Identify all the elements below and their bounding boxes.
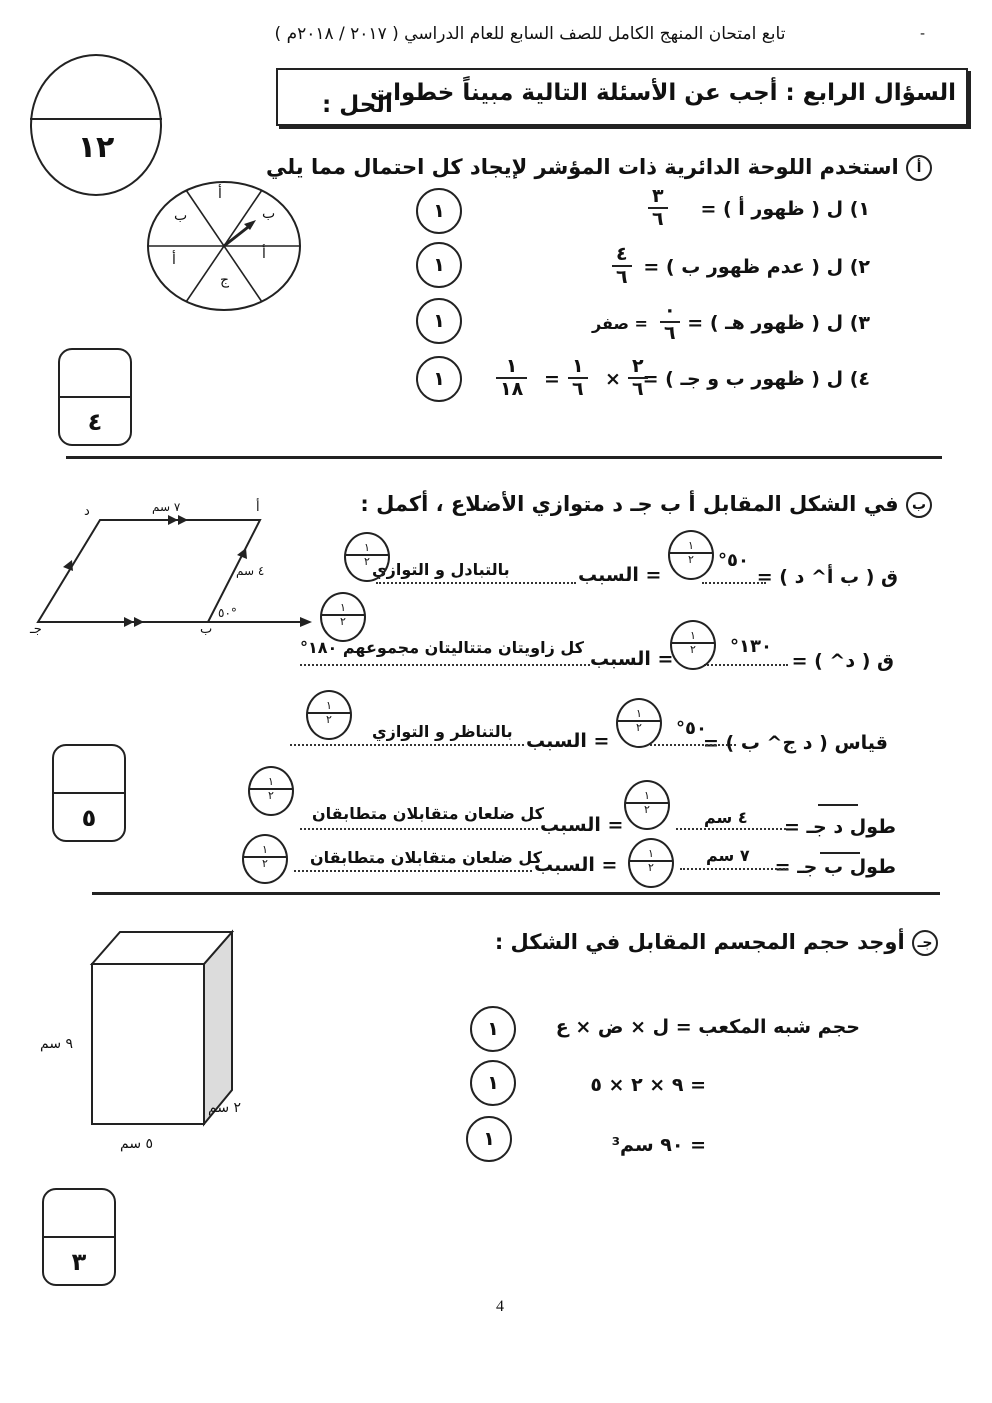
side-row-1-reason: كل ضلعان متقابلان متطابقان bbox=[312, 804, 544, 823]
prob-item-3-rhs: = صفر bbox=[592, 314, 648, 333]
angle-row-2-reason: كل زاويتان متتاليتان مجموعهم ١٨٠° bbox=[300, 638, 584, 657]
spinner-label: أ bbox=[262, 246, 266, 262]
side-label-right: ٤ سم bbox=[236, 564, 265, 578]
cuboid-height-label: ٩ سم bbox=[40, 1036, 74, 1052]
answer-dots bbox=[702, 582, 766, 584]
volume-line-1-mark: ١ bbox=[470, 1006, 516, 1052]
side-label-top: ٧ سم bbox=[152, 500, 181, 514]
answer-dots bbox=[290, 744, 524, 746]
angle-row-3-reason: بالتناظر و التوازي bbox=[372, 722, 513, 741]
cuboid-width-label: ٥ سم bbox=[120, 1136, 154, 1152]
volume-line-3: = ٩٠ سم³ bbox=[611, 1134, 706, 1156]
answer-dots bbox=[680, 868, 788, 870]
total-score: ١٢ bbox=[77, 130, 115, 165]
corner-mark: - bbox=[920, 26, 926, 42]
half-mark: $\frac{١}{٢}$ bbox=[624, 780, 670, 830]
section-c-marker: جـ bbox=[912, 930, 938, 956]
prob-item-1-lhs: ١) ل ( ظهور أ ) = bbox=[700, 198, 870, 220]
prob-item-4-frac-a: $\frac{٢}{٦}$ bbox=[628, 356, 648, 400]
side-row-2-reason: كل ضلعان متقابلان متطابقان bbox=[310, 848, 542, 867]
side-row-1-lhs: طول د جـ = bbox=[784, 816, 896, 838]
angle-row-1-reason-label: = السبب bbox=[578, 564, 662, 586]
section-b-marker: ب bbox=[906, 492, 932, 518]
half-mark: $\frac{١}{٢}$ bbox=[306, 690, 352, 740]
prob-item-2-lhs: ٢) ل ( عدم ظهور ب ) = bbox=[643, 256, 870, 278]
vertex-label-c: جـ bbox=[30, 622, 42, 637]
question-title: السؤال الرابع : أجب عن الأسئلة التالية مبيناً خطوات bbox=[369, 80, 956, 106]
parallelogram-figure bbox=[28, 494, 318, 644]
section-a-prompt: أ استخدم اللوحة الدائرية ذات المؤشر لإيجاد كل احتمال مما يلي bbox=[266, 155, 932, 181]
side-row-1-reason-label: = السبب bbox=[540, 814, 624, 836]
half-mark: $\frac{١}{٢}$ bbox=[320, 592, 366, 642]
prob-item-3-mark: ١ bbox=[416, 298, 462, 344]
section-a-score-box: ٤ bbox=[58, 348, 132, 446]
volume-line-2-mark: ١ bbox=[470, 1060, 516, 1106]
prob-item-3-lhs: ٣) ل ( ظهور هـ ) = bbox=[687, 312, 870, 334]
divider-line bbox=[66, 456, 942, 459]
spinner-figure bbox=[146, 180, 306, 312]
side-row-1-value: ٤ سم bbox=[704, 808, 748, 827]
exam-header: تابع امتحان المنهج الكامل للصف السابع للعام الدراسي ( ٢٠١٧ / ٢٠١٨م ) bbox=[274, 24, 786, 44]
prob-item-4-frac-b: $\frac{١}{٦}$ bbox=[568, 356, 588, 400]
answer-dots bbox=[300, 828, 538, 830]
prob-item-4-eq: = bbox=[544, 368, 560, 390]
prob-item-1-mark: ١ bbox=[416, 188, 462, 234]
spinner-label: أ bbox=[172, 252, 176, 268]
side-row-2-lhs: طول ب جـ = bbox=[774, 856, 896, 878]
angle-row-2-lhs: ق ( د^ ) = bbox=[791, 650, 894, 672]
answer-dots bbox=[704, 664, 788, 666]
angle-row-1-value: ٥٠° bbox=[718, 550, 749, 571]
prob-item-4-lhs: ٤) ل ( ظهور ب و جـ ) = bbox=[642, 368, 870, 390]
total-score-oval bbox=[30, 54, 162, 196]
parallel-mark bbox=[178, 515, 188, 525]
parallel-mark bbox=[63, 560, 73, 571]
total-score-divider bbox=[30, 118, 162, 120]
page-number: 4 bbox=[496, 1298, 504, 1315]
angle-row-2-reason-label: = السبب bbox=[590, 648, 674, 670]
half-mark: $\frac{١}{٢}$ bbox=[242, 834, 288, 884]
section-b-score-box: ٥ bbox=[52, 744, 126, 842]
spinner-label: ج bbox=[220, 272, 230, 288]
prob-item-4-mark: ١ bbox=[416, 356, 462, 402]
prob-item-1-frac: $\frac{٣}{٦}$ bbox=[648, 186, 668, 230]
segment-bar bbox=[820, 852, 860, 854]
divider-line bbox=[92, 892, 940, 895]
angle-row-3-lhs: قياس ( د ج^ ب ) = bbox=[703, 732, 888, 754]
prob-item-4-times: × bbox=[605, 368, 621, 390]
half-mark: $\frac{١}{٢}$ bbox=[248, 766, 294, 816]
volume-line-2: = ٩ × ٢ × ٥ bbox=[590, 1074, 706, 1096]
answer-dots bbox=[300, 664, 590, 666]
answer-dots bbox=[676, 828, 786, 830]
half-mark: $\frac{١}{٢}$ bbox=[670, 620, 716, 670]
question-title-end: الحل : bbox=[322, 92, 393, 118]
spinner-label: ب bbox=[262, 206, 276, 222]
extended-line-arrow bbox=[300, 617, 312, 627]
side-row-2-value: ٧ سم bbox=[706, 846, 750, 865]
volume-line-1: حجم شبه المكعب = ل × ض × ع bbox=[555, 1016, 860, 1038]
prob-item-2-mark: ١ bbox=[416, 242, 462, 288]
vertex-label-d: د bbox=[84, 504, 90, 519]
side-row-2-reason-label: = السبب bbox=[534, 854, 618, 876]
angle-row-3-value: ٥٠° bbox=[676, 718, 707, 739]
parallel-mark bbox=[124, 617, 134, 627]
angle-row-1-reason: بالتبادل و التوازي bbox=[372, 560, 510, 579]
answer-dots bbox=[376, 582, 576, 584]
section-a-marker: أ bbox=[906, 155, 932, 181]
parallel-mark bbox=[168, 515, 178, 525]
cuboid-front bbox=[92, 964, 204, 1124]
parallel-mark bbox=[134, 617, 144, 627]
half-mark: $\frac{١}{٢}$ bbox=[628, 838, 674, 888]
prob-item-3-frac: $\frac{٠}{٦}$ bbox=[660, 300, 680, 344]
half-mark: $\frac{١}{٢}$ bbox=[668, 530, 714, 580]
half-mark: $\frac{١}{٢}$ bbox=[616, 698, 662, 748]
answer-dots bbox=[650, 744, 736, 746]
angle-row-1-lhs: ق ( ب أ^ د ) = bbox=[756, 566, 898, 588]
section-b-prompt: ب في الشكل المقابل أ ب جـ د متوازي الأضلاع ، أكمل : bbox=[360, 492, 932, 518]
vertex-label-a: أ bbox=[256, 500, 260, 515]
cuboid-side bbox=[204, 932, 232, 1124]
prob-item-4-frac-c: $\frac{١}{١٨}$ bbox=[496, 356, 527, 400]
vertex-label-b: ب bbox=[200, 622, 213, 637]
volume-line-3-mark: ١ bbox=[466, 1116, 512, 1162]
half-mark: $\frac{١}{٢}$ bbox=[344, 532, 390, 582]
angle-row-2-value: ١٣٠° bbox=[730, 636, 772, 657]
answer-dots bbox=[294, 870, 532, 872]
angle-label: ٥٠° bbox=[218, 606, 237, 620]
cuboid-depth-label: ٢ سم bbox=[208, 1100, 242, 1116]
spinner-label: ب bbox=[174, 208, 188, 224]
section-c-score-box: ٣ bbox=[42, 1188, 116, 1286]
segment-bar bbox=[818, 804, 858, 806]
prob-item-2-frac: $\frac{٤}{٦}$ bbox=[612, 244, 632, 288]
spinner-label: أ bbox=[218, 186, 222, 202]
section-c-prompt: جـ أوجد حجم المجسم المقابل في الشكل : bbox=[495, 930, 938, 956]
angle-row-3-reason-label: = السبب bbox=[526, 730, 610, 752]
